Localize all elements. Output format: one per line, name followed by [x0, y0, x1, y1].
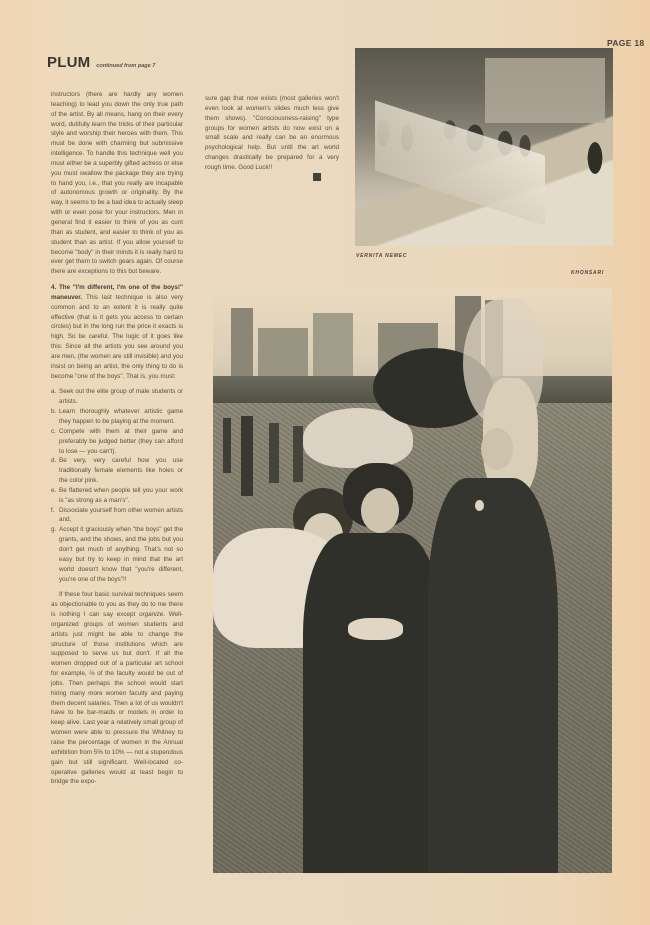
- photo-credit-khonsari: KHONSARI: [571, 270, 605, 276]
- continued-from-label: continued from page 7: [96, 63, 156, 69]
- section-4-paragraph: [51, 283, 183, 381]
- article-title: PLUM: [47, 54, 91, 71]
- list-item: c. Compete with them at their game and preferably be judged better (they can afford to lose — you can't).: [51, 427, 183, 455]
- photo-credit-nemec: VERNITA NEMEC: [356, 253, 408, 259]
- photo-women-in-park: [213, 288, 612, 873]
- paragraph: instructors (there are hardly any women teaching) to lead you down the only true path of the artist. By all means, hang on their every word, dutifully learn the tricks of their particular style and worship their heroes with them. This must be done with charming but submissive intelligence. To handle this technique well you must either be a superbly gifted actress or else you must swallow the package they are trying to hand you, i.e., that you really are incapable of autonomous growth or originality. By the way, it seems to be a bad idea to actually sleep with or even pose for your instructors. Men in general find it easier to think of you as cunt than as student, and easier to think of you as student than as artist. If you allow yourself to become "body" in their minds it is really hard to ever get them to switch gears again. Of course there are exceptions to this but beware.: [51, 91, 183, 276]
- masthead: [47, 54, 155, 71]
- article-column-1: [51, 90, 183, 787]
- photo-group-at-building: [355, 48, 613, 246]
- hands: [348, 618, 403, 640]
- woman-right-face: [481, 428, 513, 470]
- section-4-body: This last technique is also very common and to an extent it is really quite effective (that is it gets you access to certain circles) but in the long run the price it exacts is high. So be careful. The logic of it goes like this: Since all the artists you see around you are men, (the women are still invisible) and you insist on being an artist, the only thing to do is become "one of the boys". That is, you must:: [51, 293, 183, 380]
- list-item: a. Seek out the elite group of male students or artists.: [51, 388, 183, 406]
- survival-list: [51, 387, 183, 584]
- paragraph: sure gap that now exists (most galleries won't even look at women's slides much less give them shows). "Consciousness-raising" type groups for women artists do now exist on a small scale and really can be an enormous psychological help. But until the art world changes drastically be prepared for a very rough time. Good Luck!!: [205, 95, 339, 171]
- woman-right-coat: [428, 478, 558, 873]
- woman-left-face: [361, 488, 399, 533]
- list-item: g. Accept it graciously when "the boys" get the grants, and the shows, and the jobs but you don't get much of anything. That's not so easy but try to keep in mind that the art world doesn't know that "you're different, you're one of the boys"!!: [51, 526, 183, 583]
- list-item: f. Dissociate yourself from other women artists and,: [51, 506, 183, 524]
- woman-left-dress: [303, 533, 443, 873]
- section-4-heading: 4. The "I'm different, I'm one of the boys!" maneuver.: [51, 284, 183, 301]
- list-item: b. Learn thoroughly whatever artistic game they happen to be playing at the moment.: [51, 408, 183, 425]
- list-item: e. Be flattered when people tell you your work is "as strong as a man's".: [51, 486, 183, 504]
- article-column-2: [205, 94, 339, 183]
- closing-paragraph: If these four basic survival techniques seem as objectionable to you as they do to me there is nothing I can say except organize. Well-organized groups of women students and artists just might be able to change the structure of those institutions which are supposed to serve us but don't. If all the women dropped out of a particular art school for example, ⅔ of the faculty would be out of jobs. Then perhaps the school would start hiring many more women faculty and paying them decent salaries. Then a lot of us wouldn't have to be bar-maids or models in order to keep alive. Last year a relatively small group of women were able to pressure the Whitney to raise the percentage of women in the Annual exhibition from 5% to 10% — not a stupendous gain but still significant. Well-located co-operative galleries would at least begin to bridge the expo-: [51, 591, 183, 786]
- emphasis-organize: organize: [139, 611, 164, 619]
- list-item: d. Be very, very careful how you use traditionally female elements like holes or the color pink.: [51, 457, 183, 485]
- page-number: PAGE 18: [607, 38, 645, 48]
- brooch: [475, 500, 484, 511]
- photo-building: [485, 58, 605, 123]
- end-mark-icon: [313, 173, 321, 181]
